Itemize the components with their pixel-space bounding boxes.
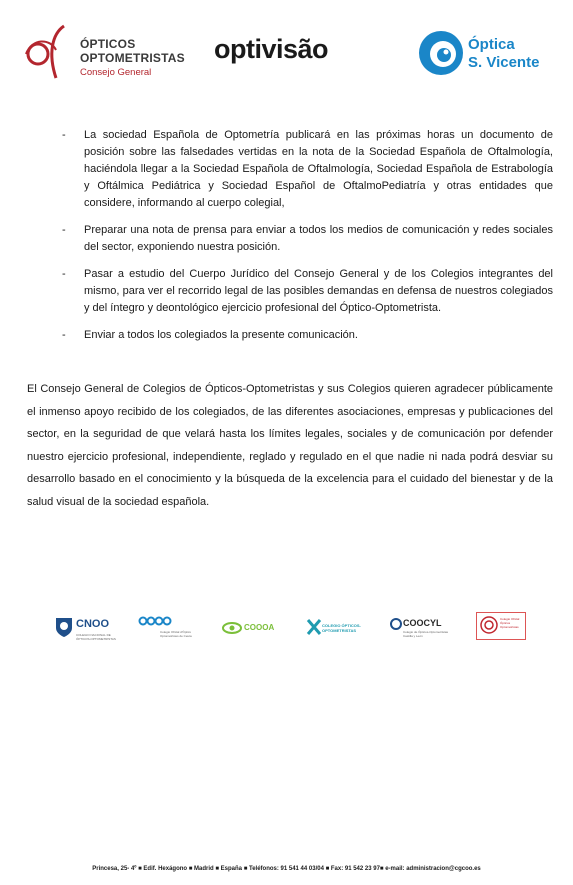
action-list <box>54 127 553 354</box>
cgcoo-line1: ÓPTICOS <box>80 37 136 51</box>
list-item <box>54 266 553 317</box>
ceuta-logo <box>138 612 198 644</box>
address-footer: Princesa, 25- 4º ■ Edif. Hexágono ■ Madrid ■ España ■ Teléfonos: 91 541 44 03/04 ■ Fax: 91 542 23 97■ e-mail: administracion@cgcoo.es <box>92 866 481 872</box>
optica-sv-logo <box>418 30 558 78</box>
bullet-dash: - <box>62 268 66 280</box>
list-item-text: La sociedad Española de Optometría publicará en las próximas horas un documento de posición sobre las falsedades vertidas en la nota de la Sociedad Española de Oftalmología, haciéndola llegar a la Sociedad Española de Oftalmología, Sociedad Española de Estrabología y Oftálmica Pediátrica y Sociedad Español de OftalmoPediatría y otras entidades que considere, informando al cuerpo colegial, <box>84 129 553 209</box>
member-logos <box>50 612 530 648</box>
cnoo-name: CNOO <box>76 618 109 630</box>
cooca-name: COOOA <box>244 623 275 632</box>
cnoo-logo <box>54 612 122 644</box>
list-item-text: Preparar una nota de prensa para enviar a todos los medios de comunicación y redes sociales del sector, exponiendo nuestra posición. <box>84 224 553 253</box>
list-item <box>54 327 553 344</box>
ceuta-sub: Colegio Oficial d'Òptics Optometristes de Ceuta <box>160 630 192 638</box>
cnoo-sub: COLEGIO NACIONAL DE ÓPTICOS-OPTOMETRISTAS <box>76 633 116 641</box>
seal-icon <box>480 616 498 634</box>
list-item <box>54 127 553 212</box>
cgcoo-line2: OPTOMETRISTAS <box>80 51 185 65</box>
bullet-dash: - <box>62 224 66 236</box>
coocyl-sub: Colegio de Ópticos-Optometristas Castilla y León <box>403 630 449 638</box>
list-item-text: Enviar a todos los colegiados la presente comunicación. <box>84 329 358 341</box>
chain-icon <box>138 616 172 626</box>
bullet-dash: - <box>62 329 66 341</box>
swirl-icon <box>390 618 402 630</box>
eye-icon <box>222 622 242 634</box>
crest-icon <box>54 616 74 638</box>
coox-logo <box>306 612 370 644</box>
sv-line2: S. Vicente <box>468 54 540 71</box>
red-college-logo <box>476 612 526 644</box>
bullet-dash: - <box>62 129 66 141</box>
cgcoo-emblem-icon <box>22 24 74 82</box>
optivisao-logo: optivisão <box>214 34 329 64</box>
coocyl-name: COOCYL <box>403 618 442 628</box>
cgcoo-logo <box>22 24 192 82</box>
closing-paragraph: El Consejo General de Colegios de Ópticos-Optometristas y sus Colegios quieren agradecer públicamente el inmenso apoyo recibido de los colegiados, de las diferentes asociaciones, empresas y publicaciones del sector, en la seguridad de que velará hasta los límites legales, sociales y de comunicación por defender nuestro ejercicio profesional, independiente, reglado y regulado en el que nadie ni nada podrá desviar su desarrollo basado en el conocimiento y la búsqueda de la excelencia para el cuidado del bienestar y de la salud visual de la sociedad española. <box>27 383 553 508</box>
list-item <box>54 222 553 256</box>
list-item-text: Pasar a estudio del Cuerpo Jurídico del Consejo General y de los Colegios integrantes del mismo, para ver el recorrido legal de las posibles demandas en defensa de nuestros colegiados y del íntegro y deontológico ejercicio profesional del Óptico-Optometrista. <box>84 268 553 314</box>
x-mark-icon <box>306 618 322 636</box>
eye-icon <box>418 30 464 76</box>
red-sub: Colegio Oficial Ópticos Optometristas <box>500 617 520 629</box>
coocyl-logo <box>390 612 452 644</box>
cgcoo-line3: Consejo General <box>80 67 152 78</box>
cooca-logo <box>222 612 284 644</box>
coox-name: COLEGIO ÓPTICOS-OPTOMETRISTAS <box>322 623 361 633</box>
letterhead <box>0 0 573 95</box>
sv-line1: Óptica <box>468 36 515 53</box>
